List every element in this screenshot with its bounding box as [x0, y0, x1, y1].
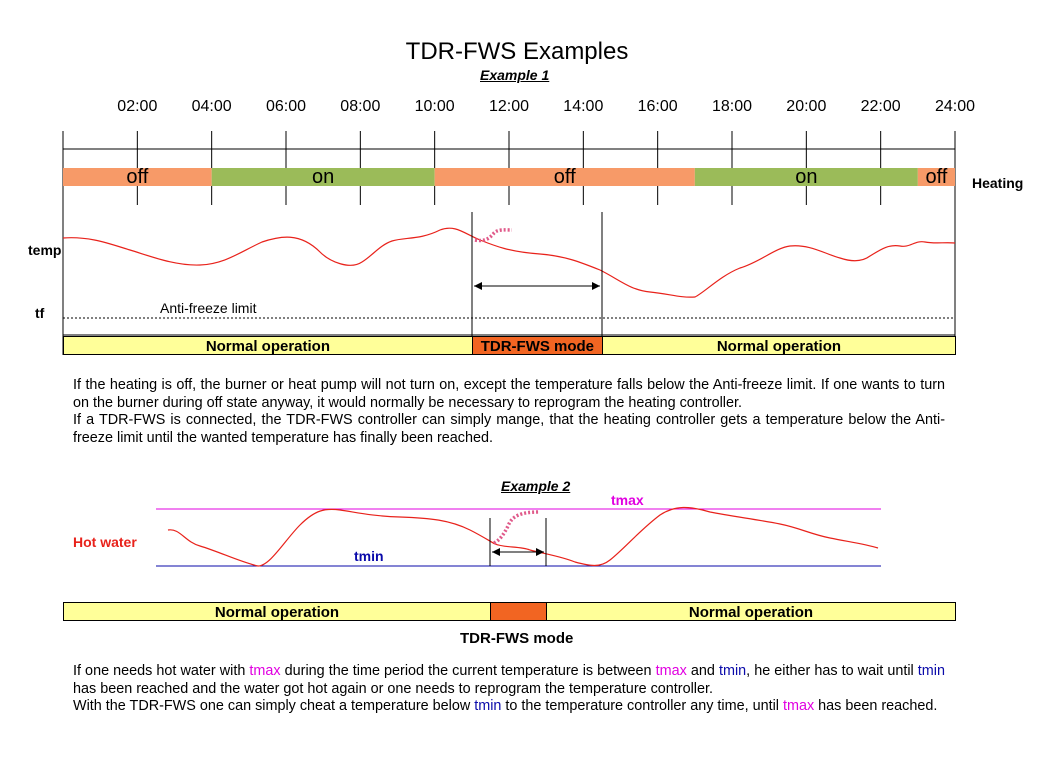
tmin-term: tmin: [917, 663, 945, 679]
tmin-term: tmin: [474, 698, 502, 714]
temperature-curve: [63, 228, 955, 297]
time-tick-label: 18:00: [711, 98, 753, 115]
time-tick-label: 24:00: [934, 98, 976, 115]
time-tick-label: 14:00: [563, 98, 604, 115]
time-tick-label: 04:00: [191, 98, 232, 115]
antifreeze-label: Anti-freeze limit: [160, 300, 257, 316]
text: If one needs hot water with: [73, 663, 250, 679]
heating-segment-label: off: [553, 166, 576, 188]
text: With the TDR-FWS one can simply cheat a temperature below: [73, 698, 475, 714]
example-2-label: Example 2: [501, 478, 571, 494]
tf-label: tf: [35, 305, 45, 321]
time-tick-label: 06:00: [265, 98, 307, 115]
band-tdr-mode: TDR-FWS mode: [472, 336, 603, 355]
text: and: [686, 663, 719, 679]
arrow-right-icon: [592, 282, 600, 290]
tick-lines-lower: [137, 186, 880, 205]
text: , he either has to wait until: [746, 663, 918, 679]
text: has been reached and the water got hot again or one needs to reprogram the temperature controller.: [73, 680, 713, 697]
tmin-label: tmin: [354, 548, 384, 564]
heating-label: Heating: [972, 175, 1024, 191]
paragraph-3: [73, 663, 945, 698]
band-normal-operation: Normal operation: [63, 336, 473, 355]
page-title: TDR-FWS Examples: [405, 38, 629, 65]
time-tick-label: 08:00: [340, 98, 381, 115]
time-tick-label: 22:00: [860, 98, 901, 115]
arrow-left-icon: [474, 282, 482, 290]
band-tdr-mode: [490, 602, 547, 621]
time-tick-label: 10:00: [414, 98, 455, 115]
paragraph-1: If the heating is off, the burner or heat pump will not turn on, except the temperature falls below the Anti-freeze limit. If one wants to turn on the burner during off state anyway, it would normally be necessary to reprogram the heating controller.: [73, 377, 945, 411]
heating-segment-label: on: [312, 166, 335, 188]
tmax-term: tmax: [782, 698, 815, 714]
tmax-term: tmax: [655, 663, 687, 679]
arrow-right-icon: [536, 548, 544, 556]
temp-label: temp: [28, 242, 62, 258]
heating-segment-label: off: [126, 166, 149, 188]
tmin-term: tmin: [718, 663, 747, 679]
example-1-description: [73, 377, 945, 447]
time-tick-label: 20:00: [786, 98, 827, 115]
time-tick-label: 12:00: [488, 98, 530, 115]
text: has been reached.: [814, 698, 938, 714]
tdr-hot-water-curve: [494, 512, 540, 543]
tmax-label: tmax: [611, 492, 644, 508]
example-1-label: Example 1: [480, 67, 550, 83]
arrow-left-icon: [492, 548, 500, 556]
band-normal-right: Normal operation: [546, 602, 956, 621]
example-2-description: [73, 663, 945, 716]
paragraph-2: If a TDR-FWS is connected, the TDR-FWS controller can simply mange, that the heating controller gets a temperature below the Anti-freeze limit until the wanted temperature has finally been reached.: [73, 412, 945, 446]
text: to the temperature controller any time, until: [501, 698, 783, 714]
text: during the time period the current temperature is between: [280, 663, 656, 679]
band-normal-left: Normal operation: [63, 602, 491, 621]
heating-segment-label: on: [795, 166, 818, 188]
tdr-mode-label: TDR-FWS mode: [460, 630, 574, 647]
time-tick-label: 02:00: [117, 98, 158, 115]
heating-segment-label: off: [925, 166, 948, 188]
hot-water-curve: [168, 507, 878, 566]
paragraph-4: [73, 698, 945, 716]
band-normal-operation: Normal operation: [602, 336, 956, 355]
tmax-term: tmax: [249, 663, 281, 679]
tdr-temperature-curve: [475, 230, 512, 241]
time-tick-label: 16:00: [637, 98, 678, 115]
hot-water-label: Hot water: [73, 534, 137, 550]
